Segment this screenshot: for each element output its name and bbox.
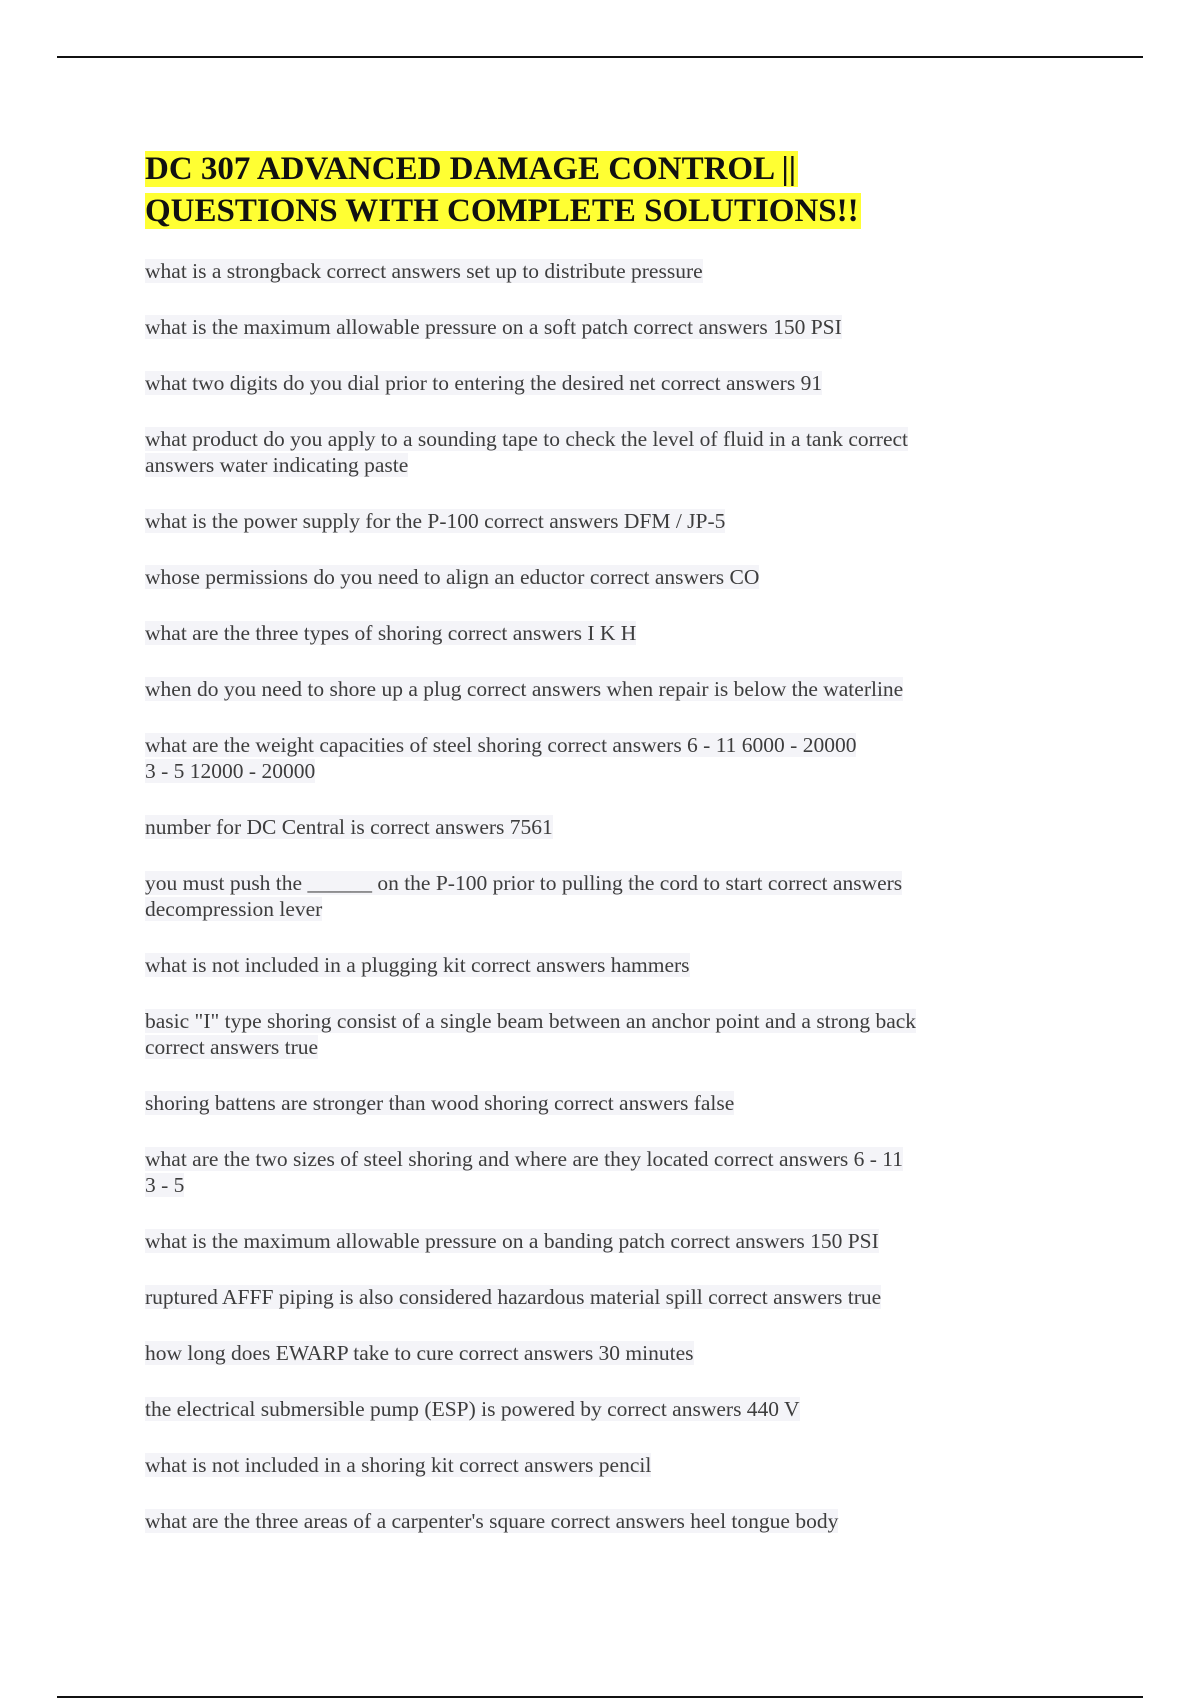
- qa-text: what is a strongback correct answers set up to distribute pressure: [145, 259, 703, 283]
- qa-line: [145, 1508, 1045, 1534]
- qa-item: [145, 1396, 1045, 1422]
- qa-text: 3 - 5 12000 - 20000: [145, 759, 316, 783]
- qa-line: [145, 676, 1045, 702]
- qa-item: [145, 952, 1045, 978]
- qa-line: [145, 1396, 1045, 1422]
- qa-item: [145, 564, 1045, 590]
- qa-text: you must push the ______ on the P-100 prior to pulling the cord to start correct answers: [145, 871, 903, 895]
- qa-text: whose permissions do you need to align an eductor correct answers CO: [145, 565, 760, 589]
- qa-item: [145, 370, 1045, 396]
- qa-item: [145, 870, 1045, 922]
- title-line-2: QUESTIONS WITH COMPLETE SOLUTIONS!!: [145, 193, 859, 229]
- qa-item: [145, 1284, 1045, 1310]
- qa-line: [145, 564, 1045, 590]
- qa-line: [145, 1008, 1045, 1034]
- qa-line: [145, 1228, 1045, 1254]
- qa-item: [145, 1008, 1045, 1060]
- qa-item: [145, 1340, 1045, 1366]
- qa-text: what is not included in a shoring kit correct answers pencil: [145, 1453, 652, 1477]
- qa-text: what is the maximum allowable pressure on a banding patch correct answers 150 PSI: [145, 1229, 879, 1253]
- qa-line: [145, 314, 1045, 340]
- qa-line: [145, 814, 1045, 840]
- qa-text: what are the three types of shoring correct answers I K H: [145, 621, 637, 645]
- qa-item: [145, 1228, 1045, 1254]
- qa-text: what is not included in a plugging kit correct answers hammers: [145, 953, 690, 977]
- qa-line: [145, 1090, 1045, 1116]
- qa-text: decompression lever: [145, 897, 323, 921]
- qa-item: [145, 620, 1045, 646]
- qa-line: [145, 952, 1045, 978]
- top-rule: [57, 56, 1143, 58]
- title-line-1: DC 307 ADVANCED DAMAGE CONTROL ||: [145, 151, 797, 187]
- qa-text: how long does EWARP take to cure correct answers 30 minutes: [145, 1341, 694, 1365]
- qa-item: [145, 426, 1045, 478]
- qa-item: [145, 676, 1045, 702]
- qa-line: [145, 896, 1045, 922]
- qa-text: basic "I" type shoring consist of a single beam between an anchor point and a strong back: [145, 1009, 917, 1033]
- qa-text: shoring battens are stronger than wood shoring correct answers false: [145, 1091, 735, 1115]
- qa-item: [145, 508, 1045, 534]
- qa-line: [145, 1284, 1045, 1310]
- qa-line: [145, 732, 1045, 758]
- qa-line: [145, 1340, 1045, 1366]
- qa-text: answers water indicating paste: [145, 453, 409, 477]
- qa-item: [145, 732, 1045, 784]
- qa-line: [145, 1146, 1045, 1172]
- qa-line: [145, 508, 1045, 534]
- qa-text: what is the power supply for the P-100 correct answers DFM / JP-5: [145, 509, 726, 533]
- qa-item: [145, 258, 1045, 284]
- qa-text: what are the three areas of a carpenter's square correct answers heel tongue body: [145, 1509, 839, 1533]
- qa-line: [145, 452, 1045, 478]
- qa-line: [145, 758, 1045, 784]
- qa-text: the electrical submersible pump (ESP) is powered by correct answers 440 V: [145, 1397, 800, 1421]
- bottom-rule: [57, 1696, 1143, 1698]
- qa-text: what is the maximum allowable pressure on a soft patch correct answers 150 PSI: [145, 315, 842, 339]
- qa-line: [145, 870, 1045, 896]
- qa-text: 3 - 5: [145, 1173, 185, 1197]
- qa-text: correct answers true: [145, 1035, 319, 1059]
- qa-text: what product do you apply to a sounding tape to check the level of fluid in a tank correct: [145, 427, 909, 451]
- qa-line: [145, 1452, 1045, 1478]
- qa-text: what two digits do you dial prior to entering the desired net correct answers 91: [145, 371, 823, 395]
- qa-line: [145, 620, 1045, 646]
- qa-text: what are the two sizes of steel shoring and where are they located correct answers 6 - 11: [145, 1147, 903, 1171]
- qa-item: [145, 814, 1045, 840]
- qa-item: [145, 1508, 1045, 1534]
- qa-text: ruptured AFFF piping is also considered hazardous material spill correct answers true: [145, 1285, 882, 1309]
- qa-item: [145, 1090, 1045, 1116]
- document-body: [145, 148, 1045, 1564]
- qa-line: [145, 1034, 1045, 1060]
- qa-text: number for DC Central is correct answers 7561: [145, 815, 553, 839]
- qa-text: what are the weight capacities of steel shoring correct answers 6 - 11 6000 - 20000: [145, 733, 857, 757]
- qa-list: [145, 258, 1045, 1534]
- qa-item: [145, 1146, 1045, 1198]
- qa-item: [145, 314, 1045, 340]
- qa-item: [145, 1452, 1045, 1478]
- qa-line: [145, 426, 1045, 452]
- document-title: [145, 148, 1045, 232]
- qa-line: [145, 1172, 1045, 1198]
- qa-line: [145, 258, 1045, 284]
- qa-line: [145, 370, 1045, 396]
- qa-text: when do you need to shore up a plug correct answers when repair is below the waterline: [145, 677, 904, 701]
